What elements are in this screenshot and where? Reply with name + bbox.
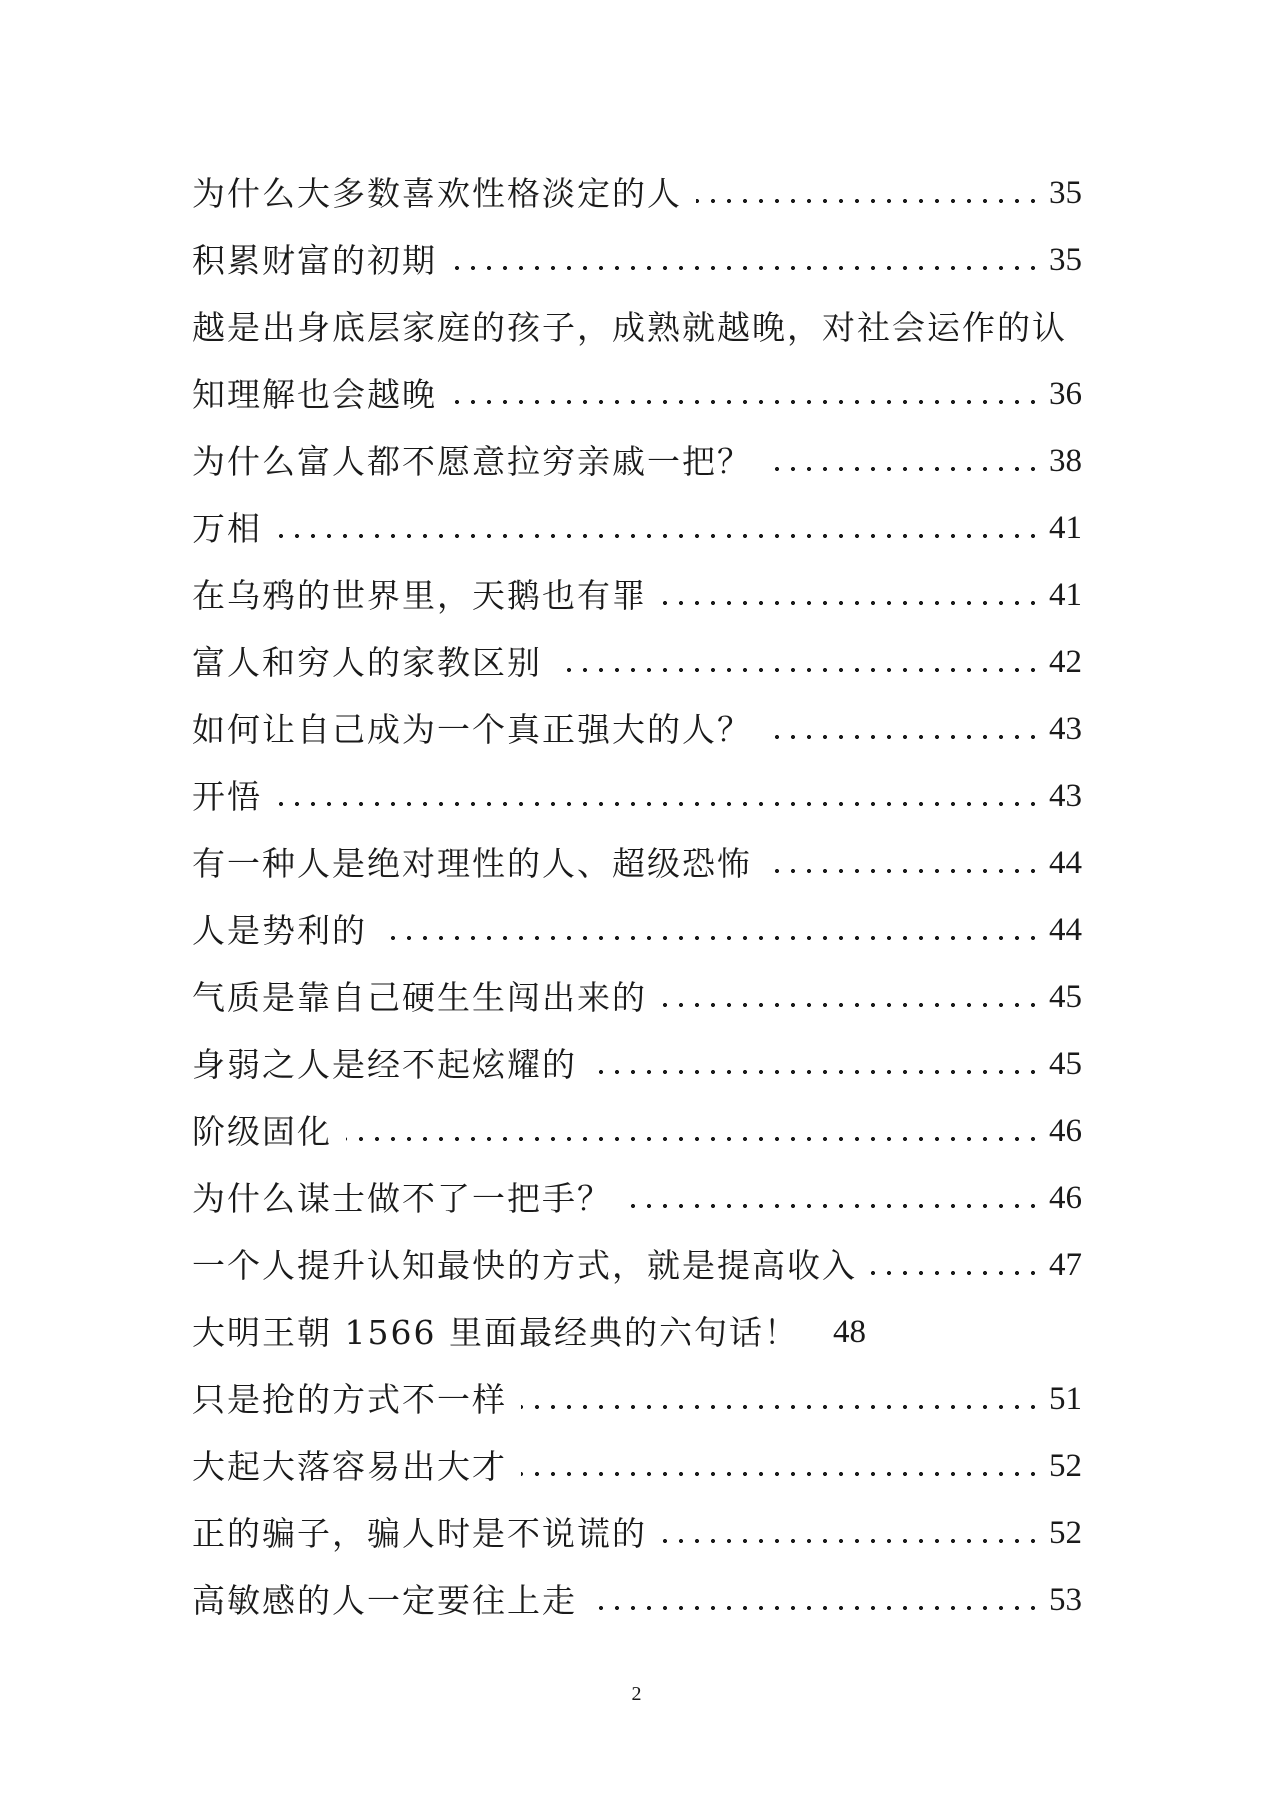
toc-entry[interactable]: [192, 1567, 1082, 1634]
toc-entry[interactable]: [192, 1232, 1082, 1299]
toc-entry-title: 为什么富人都不愿意拉穷亲戚一把？: [192, 442, 752, 481]
toc-entry[interactable]: [192, 830, 1082, 897]
toc-entry-page: 52: [1049, 1448, 1082, 1484]
toc-entry[interactable]: [192, 227, 1082, 294]
toc-entry-title: 气质是靠自己硬生生闯出来的: [192, 978, 647, 1017]
dot-leader: [766, 868, 1041, 874]
dot-leader: [556, 667, 1041, 673]
toc-entry-title: 富人和穷人的家教区别: [192, 643, 542, 682]
toc-entry[interactable]: [192, 1299, 1082, 1366]
toc-entry-page: 52: [1049, 1515, 1082, 1551]
toc-entry-title: 有一种人是绝对理性的人、超级恐怖: [192, 844, 752, 883]
toc-entry-page: 46: [1049, 1113, 1082, 1149]
dot-leader: [451, 399, 1041, 405]
dot-leader: [626, 1203, 1041, 1209]
toc-entry[interactable]: [192, 428, 1082, 495]
toc-entry[interactable]: [192, 897, 1082, 964]
toc-entry-title: 万相: [192, 509, 262, 548]
toc-entry-page: 41: [1049, 510, 1082, 546]
dot-leader: [871, 1270, 1041, 1276]
toc-entry-title: 人是势利的: [192, 911, 367, 950]
toc-entry-title: 开悟: [192, 777, 262, 816]
toc-entry[interactable]: [192, 1433, 1082, 1500]
toc-entry-title: 越是出身底层家庭的孩子，成熟就越晚，对社会运作的认: [192, 308, 1067, 347]
dot-leader: [661, 600, 1041, 606]
dot-leader: [381, 935, 1041, 941]
toc-entry-page: 47: [1049, 1247, 1082, 1283]
toc-entry[interactable]: [192, 361, 1082, 428]
toc-entry[interactable]: [192, 629, 1082, 696]
toc-entry-title: 一个人提升认知最快的方式，就是提高收入: [192, 1246, 857, 1285]
toc-entry[interactable]: [192, 562, 1082, 629]
toc-entry-page: 53: [1049, 1582, 1082, 1618]
toc-entry-title: 为什么大多数喜欢性格淡定的人: [192, 174, 682, 213]
toc-entry-page: 45: [1049, 979, 1082, 1015]
toc-entry[interactable]: [192, 763, 1082, 830]
toc-entry[interactable]: [192, 495, 1082, 562]
toc-entry-page: 36: [1049, 376, 1082, 412]
dot-leader: [521, 1471, 1041, 1477]
toc-entry[interactable]: [192, 1098, 1082, 1165]
toc-entry[interactable]: [192, 1500, 1082, 1567]
toc-entry[interactable]: [192, 1165, 1082, 1232]
table-of-contents: [192, 160, 1082, 1634]
toc-entry-title: 正的骗子，骗人时是不说谎的: [192, 1514, 647, 1553]
dot-leader: [276, 533, 1041, 539]
dot-leader: [766, 734, 1041, 740]
toc-entry-page: 38: [1049, 443, 1082, 479]
dot-leader: [346, 1136, 1041, 1142]
toc-entry-page: 46: [1049, 1180, 1082, 1216]
toc-entry-title: 身弱之人是经不起炫耀的: [192, 1045, 577, 1084]
toc-entry-title: 积累财富的初期: [192, 241, 437, 280]
toc-entry-title: 如何让自己成为一个真正强大的人？: [192, 710, 752, 749]
toc-entry-title: 大起大落容易出大才: [192, 1447, 507, 1486]
toc-entry-page: 45: [1049, 1046, 1082, 1082]
toc-entry-page: 44: [1049, 845, 1082, 881]
toc-entry-title: 大明王朝 1566 里面最经典的六句话！: [192, 1313, 799, 1352]
toc-entry[interactable]: [192, 1366, 1082, 1433]
toc-entry-page: 35: [1049, 175, 1082, 211]
dot-leader: [696, 198, 1041, 204]
toc-entry[interactable]: [192, 1031, 1082, 1098]
toc-entry[interactable]: [192, 160, 1082, 227]
dot-leader: [451, 265, 1041, 271]
page-number: 2: [631, 1683, 642, 1705]
toc-entry-wrapped-line[interactable]: [192, 294, 1082, 361]
toc-entry-title: 知理解也会越晚: [192, 375, 437, 414]
toc-entry-title: 只是抢的方式不一样: [192, 1380, 507, 1419]
dot-leader: [591, 1069, 1041, 1075]
dot-leader: [521, 1404, 1041, 1410]
dot-leader: [661, 1002, 1041, 1008]
toc-entry-page: 44: [1049, 912, 1082, 948]
dot-leader: [766, 466, 1041, 472]
toc-entry-page: 43: [1049, 778, 1082, 814]
toc-entry[interactable]: [192, 964, 1082, 1031]
dot-leader: [591, 1605, 1041, 1611]
toc-entry-title: 在乌鸦的世界里，天鹅也有罪: [192, 576, 647, 615]
toc-entry-page: 35: [1049, 242, 1082, 278]
toc-entry-title: 阶级固化: [192, 1112, 332, 1151]
toc-entry-page: 48: [832, 1314, 866, 1350]
dot-leader: [276, 801, 1041, 807]
dot-leader: [661, 1538, 1041, 1544]
toc-entry-page: 41: [1049, 577, 1082, 613]
toc-entry-page: 43: [1049, 711, 1082, 747]
toc-entry-page: 51: [1049, 1381, 1082, 1417]
toc-entry[interactable]: [192, 696, 1082, 763]
toc-entry-title: 为什么谋士做不了一把手？: [192, 1179, 612, 1218]
toc-entry-page: 42: [1049, 644, 1082, 680]
toc-entry-title: 高敏感的人一定要往上走: [192, 1581, 577, 1620]
